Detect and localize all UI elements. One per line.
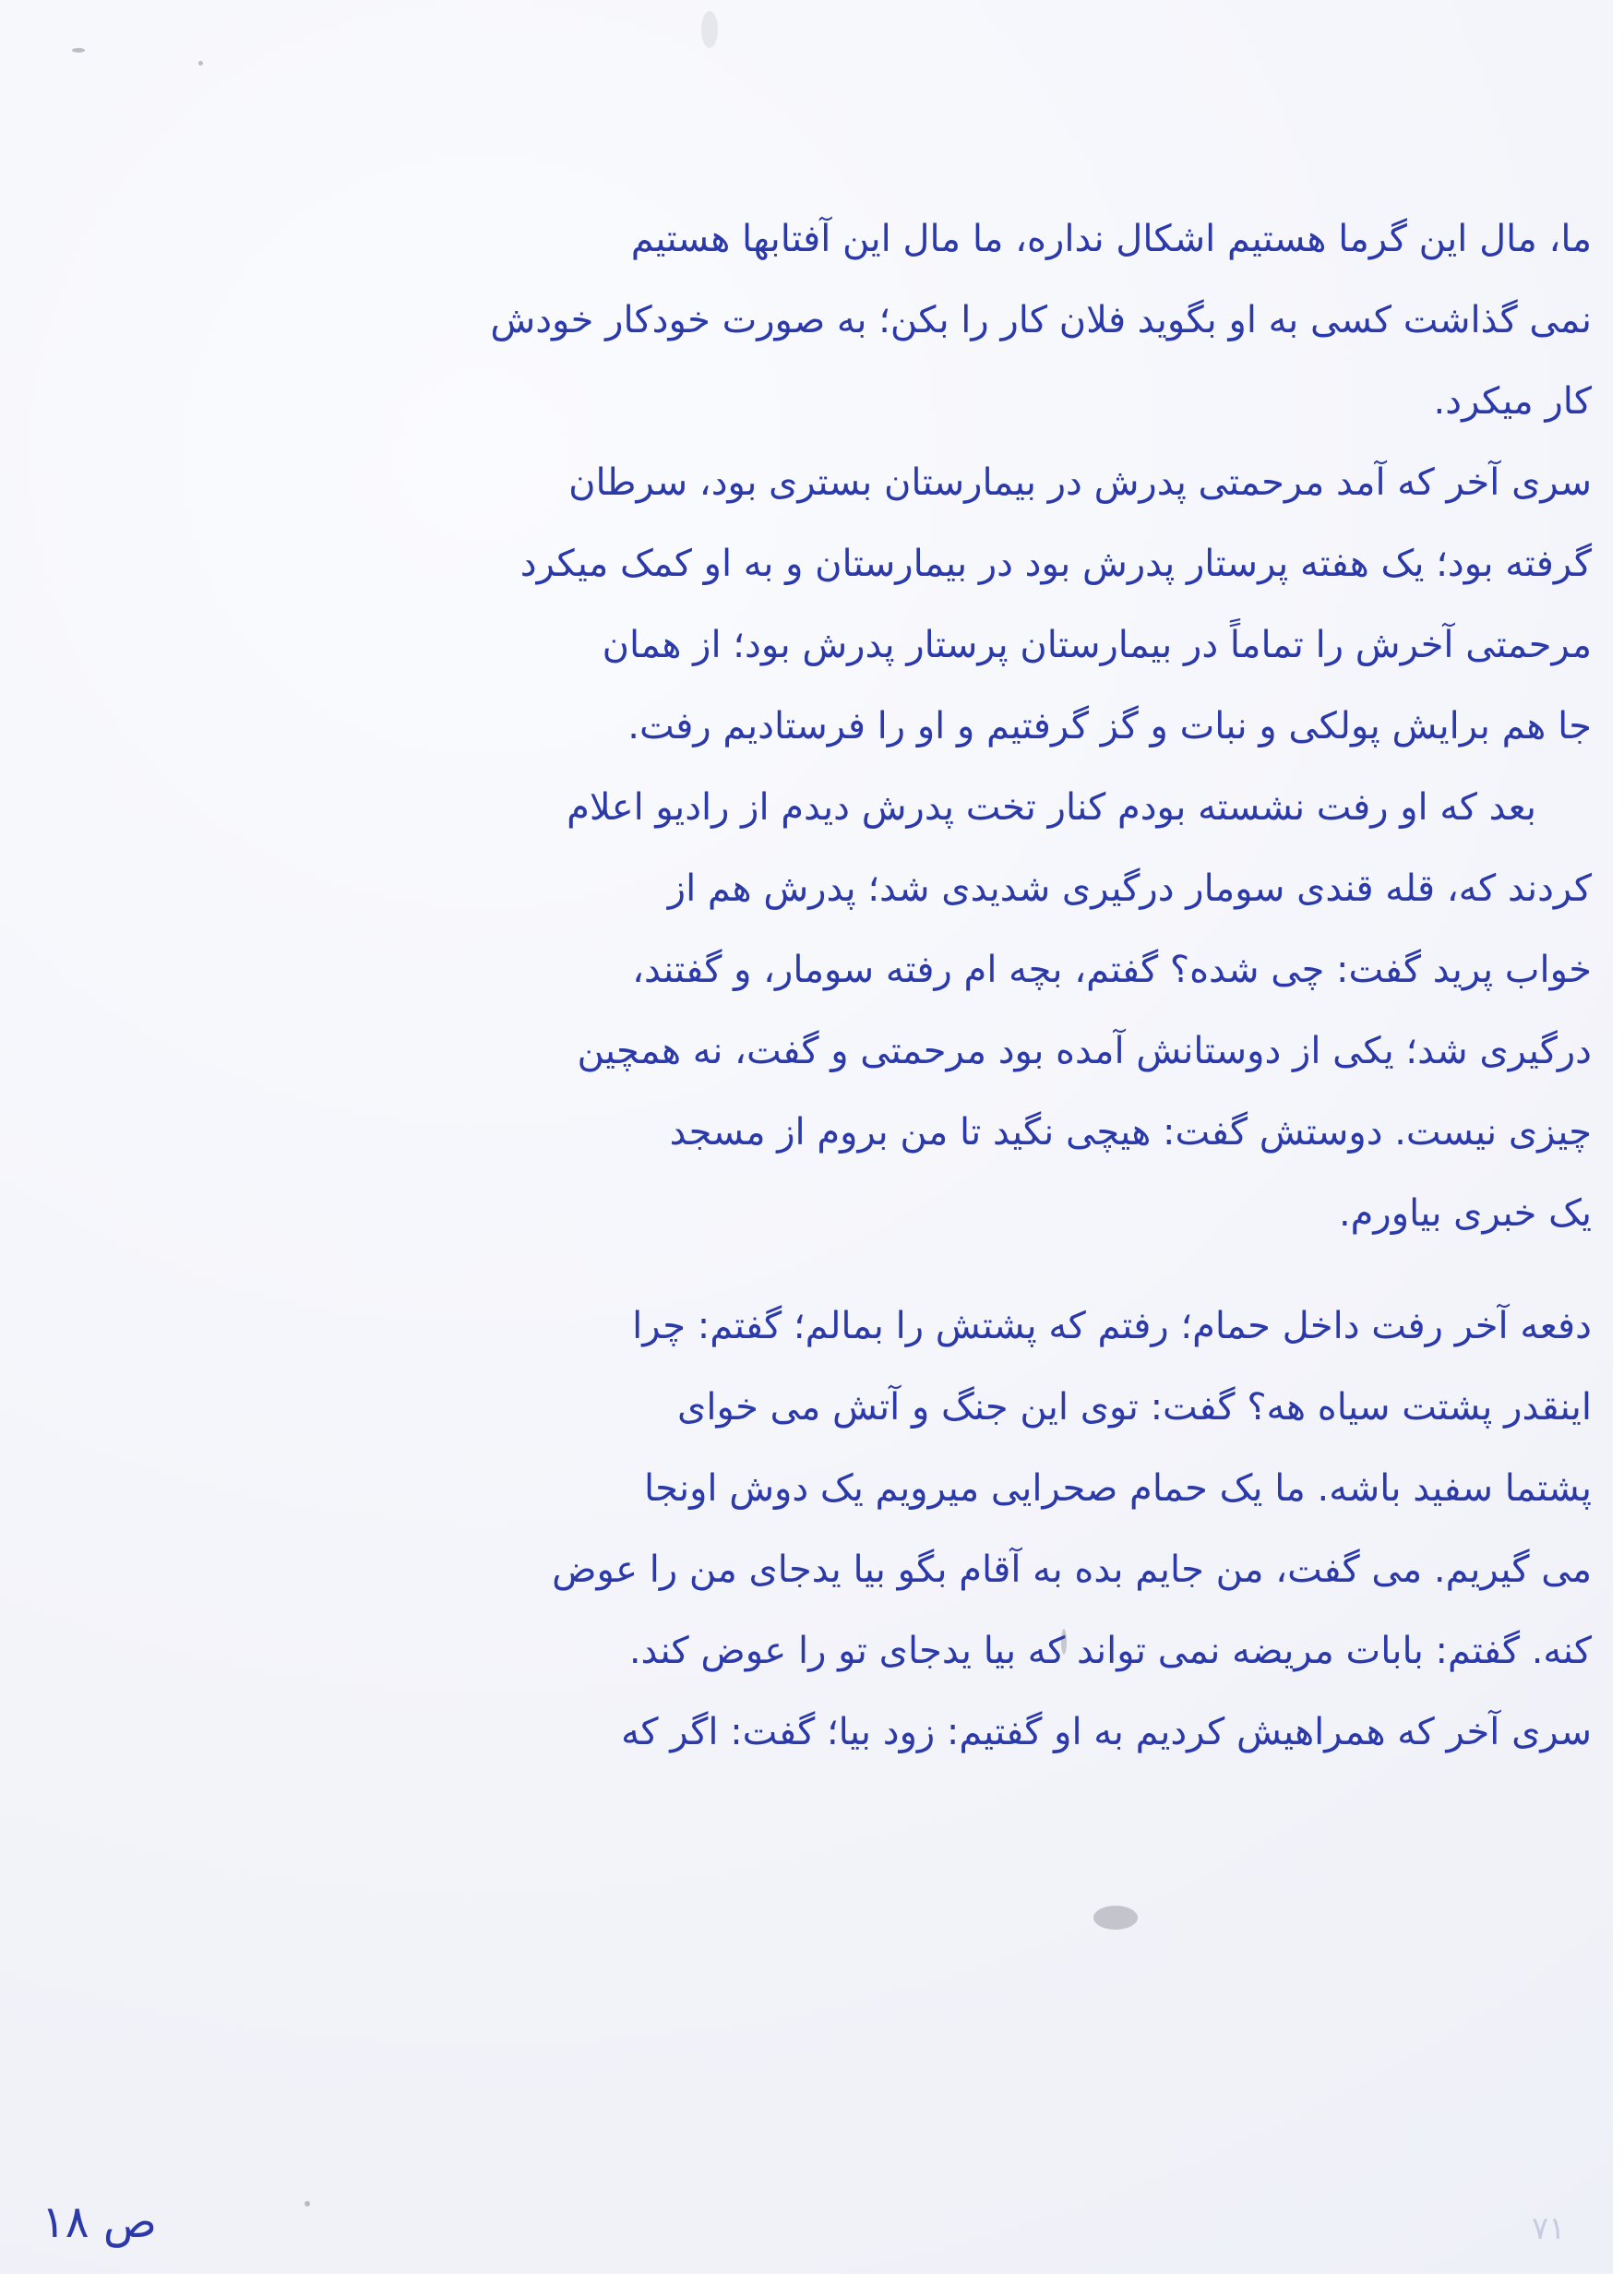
text-line: می گیریم. می گفت، من جایم بده به آقام بگو بیا یدجای من را عوض <box>552 1549 1592 1591</box>
text-line: یک خبری بیاورم. <box>1338 1192 1592 1235</box>
text-line: بعد که او رفت نشسته بودم کنار تخت پدرش دیدم از رادیو اعلام <box>567 786 1536 829</box>
text-line: اینقدر پشتت سیاه هه؟ گفت: توی این جنگ و آتش می خوای <box>677 1386 1592 1429</box>
ink-speck <box>198 61 203 66</box>
text-line: درگیری شد؛ یکی از دوستانش آمده بود مرحمتی و گفت، نه همچین <box>577 1030 1592 1072</box>
text-line: نمی گذاشت کسی به او بگوید فلان کار را بکن؛ به صورت خودکار خودش <box>490 299 1592 341</box>
text-line: سری آخر که آمد مرحمتی پدرش در بیمارستان بستری بود، سرطان <box>568 461 1592 504</box>
text-line: دفعه آخر رفت داخل حمام؛ رفتم که پشتش را بمالم؛ گفتم: چرا <box>632 1305 1592 1347</box>
page-number: ص ۱۸ <box>42 2196 157 2248</box>
paper-stain <box>1093 1906 1138 1930</box>
paragraph-1 <box>18 198 1592 442</box>
faint-page-mark: ۷۱ <box>1532 2210 1566 2247</box>
paragraph-4 <box>18 1285 1592 1773</box>
text-line: سری آخر که همراهیش کردیم به او گفتیم: زود بیا؛ گفت: اگر که <box>621 1711 1592 1753</box>
text-line: جا هم برایش پولکی و نبات و گز گرفتیم و او را فرستادیم رفت. <box>627 705 1592 747</box>
text-line: کار میکرد. <box>1433 380 1592 423</box>
paper-stain <box>701 11 718 48</box>
handwritten-text <box>18 198 1592 1773</box>
text-line: خواب پرید گفت: چی شده؟ گفتم، بچه ام رفته سومار، و گفتند، <box>632 949 1592 991</box>
paragraph-3 <box>18 767 1592 1254</box>
ink-speck <box>72 48 85 53</box>
text-line: مرحمتی آخرش را تماماً در بیمارستان پرستار پدرش بود؛ از همان <box>602 624 1592 666</box>
text-line: کردند که، قله قندی سومار درگیری شدیدی شد؛ پدرش هم از <box>667 867 1592 910</box>
text-line: گرفته بود؛ یک هفته پرستار پدرش بود در بیمارستان و به او کمک میکرد <box>519 543 1592 585</box>
paragraph-2 <box>18 442 1592 767</box>
ink-speck <box>304 2201 310 2206</box>
text-line: ما، مال این گرما هستیم اشکال نداره، ما مال این آفتابها هستیم <box>630 218 1592 260</box>
text-line: چیزی نیست. دوستش گفت: هیچی نگید تا من بروم از مسجد <box>669 1111 1592 1154</box>
text-line: کنه. گفتم: بابات مریضه نمی تواند که بیا یدجای تو را عوض کند. <box>628 1630 1592 1672</box>
text-line: پشتما سفید باشه. ما یک حمام صحرایی میرویم یک دوش اونجا <box>643 1467 1592 1510</box>
